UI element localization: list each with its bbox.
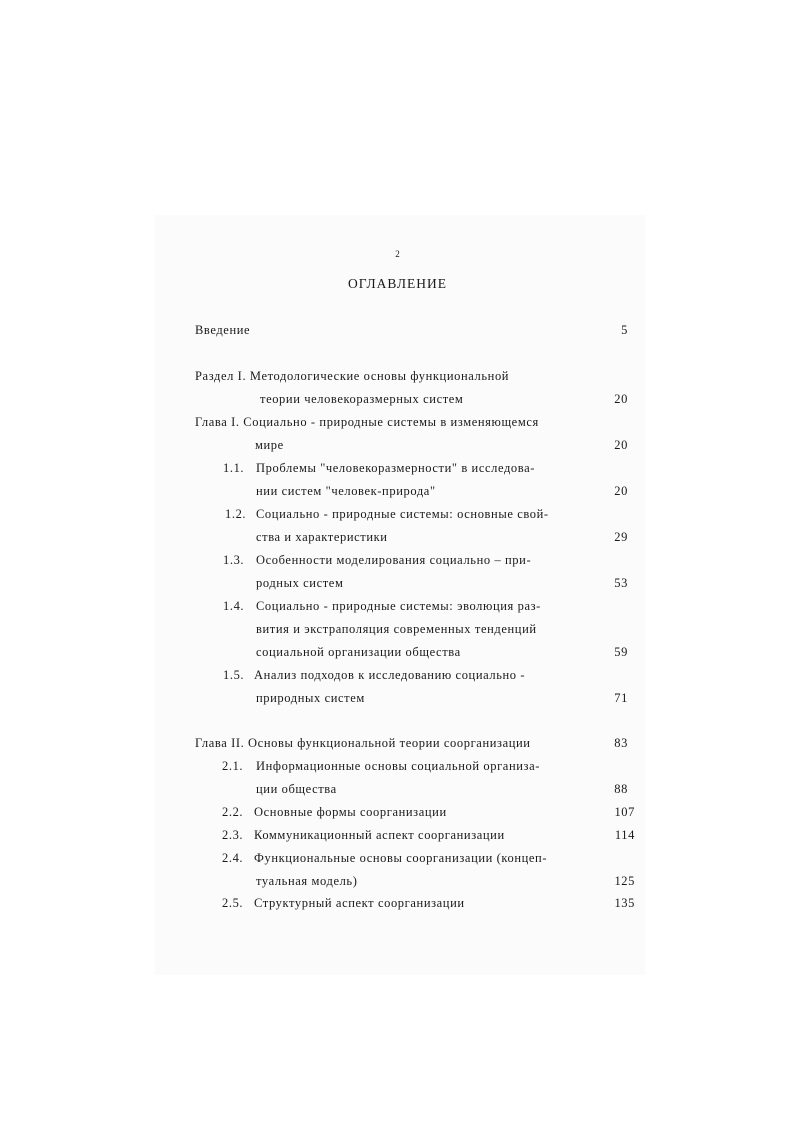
toc-chapter2-line1: Глава II. Основы функциональной теории соорганизации bbox=[195, 736, 531, 750]
toc-item-1-5-line1: Анализ подходов к исследованию социально - bbox=[254, 668, 526, 682]
toc-item-2-2-line1: Основные формы соорганизации bbox=[254, 805, 447, 819]
toc-item-2-3-number: 2.3. bbox=[222, 828, 244, 842]
toc-item-1-5-page: 71 bbox=[614, 691, 628, 705]
toc-item-1-3-line2: родных систем bbox=[256, 576, 344, 590]
toc-item-1-2-line2: ства и характеристики bbox=[256, 530, 388, 544]
toc-item-2-4-number: 2.4. bbox=[222, 851, 244, 865]
toc-item-1-5-number: 1.5. bbox=[223, 668, 245, 682]
toc-intro-text: Введение bbox=[195, 323, 251, 337]
toc-item-1-3-line1: Особенности моделирования социально – при- bbox=[256, 553, 532, 567]
toc-item-2-3-line1: Коммуникационный аспект соорганизации bbox=[254, 828, 505, 842]
toc-chapter1-line2: мире bbox=[255, 438, 284, 452]
toc-item-2-1-line1: Информационные основы социальной организа- bbox=[256, 759, 540, 773]
toc-item-2-5-page: 135 bbox=[614, 896, 635, 910]
toc-item-1-4-line2: вития и экстраполяция современных тенденций bbox=[256, 622, 537, 636]
toc-item-2-5-line1: Структурный аспект соорганизации bbox=[254, 896, 465, 910]
toc-item-1-2-number: 1.2. bbox=[225, 507, 247, 521]
toc-item-1-4-line3: социальной организации общества bbox=[256, 645, 461, 659]
toc-item-1-4-line1: Социально - природные системы: эволюция раз- bbox=[256, 599, 541, 613]
toc-section1-line2: теории человекоразмерных систем bbox=[260, 392, 464, 406]
toc-item-2-2-page: 107 bbox=[614, 805, 635, 819]
toc-item-2-1-number: 2.1. bbox=[222, 759, 244, 773]
toc-item-1-4-page: 59 bbox=[614, 645, 628, 659]
toc-chapter1-line1: Глава I. Социально - природные системы в изменяющемся bbox=[195, 415, 539, 429]
toc-item-1-1-line1: Проблемы "человекоразмерности" в исследова- bbox=[256, 461, 536, 475]
toc-item-1-1-page: 20 bbox=[614, 484, 628, 498]
toc-item-1-2-page: 29 bbox=[614, 530, 628, 544]
toc-section1-line1: Раздел I. Методологические основы функциональной bbox=[195, 369, 510, 383]
toc-item-1-5-line2: природных систем bbox=[256, 691, 365, 705]
page-title: ОГЛАВЛЕНИЕ bbox=[347, 276, 448, 291]
toc-item-2-1-page: 88 bbox=[614, 782, 628, 796]
toc-item-2-3-page: 114 bbox=[614, 828, 635, 842]
page-number: 2 bbox=[395, 249, 400, 259]
toc-item-2-4-page: 125 bbox=[614, 874, 635, 888]
toc-item-2-4-line1: Функциональные основы соорганизации (концеп- bbox=[254, 851, 548, 865]
toc-item-2-2-number: 2.2. bbox=[222, 805, 244, 819]
toc-item-2-4-line2: туальная модель) bbox=[256, 874, 358, 888]
toc-item-1-1-line2: нии систем "человек-природа" bbox=[256, 484, 436, 498]
toc-item-2-5-number: 2.5. bbox=[222, 896, 244, 910]
toc-section1-page: 20 bbox=[614, 392, 628, 406]
toc-item-1-1-number: 1.1. bbox=[223, 461, 245, 475]
toc-item-1-4-number: 1.4. bbox=[223, 599, 245, 613]
toc-chapter2-page: 83 bbox=[614, 736, 628, 750]
toc-item-1-3-number: 1.3. bbox=[223, 553, 245, 567]
toc-chapter1-page: 20 bbox=[614, 438, 628, 452]
toc-item-1-2-line1: Социально - природные системы: основные свой- bbox=[256, 507, 549, 521]
toc-item-1-3-page: 53 bbox=[614, 576, 628, 590]
toc-intro-page: 5 bbox=[621, 323, 628, 337]
toc-item-2-1-line2: ции общества bbox=[256, 782, 337, 796]
